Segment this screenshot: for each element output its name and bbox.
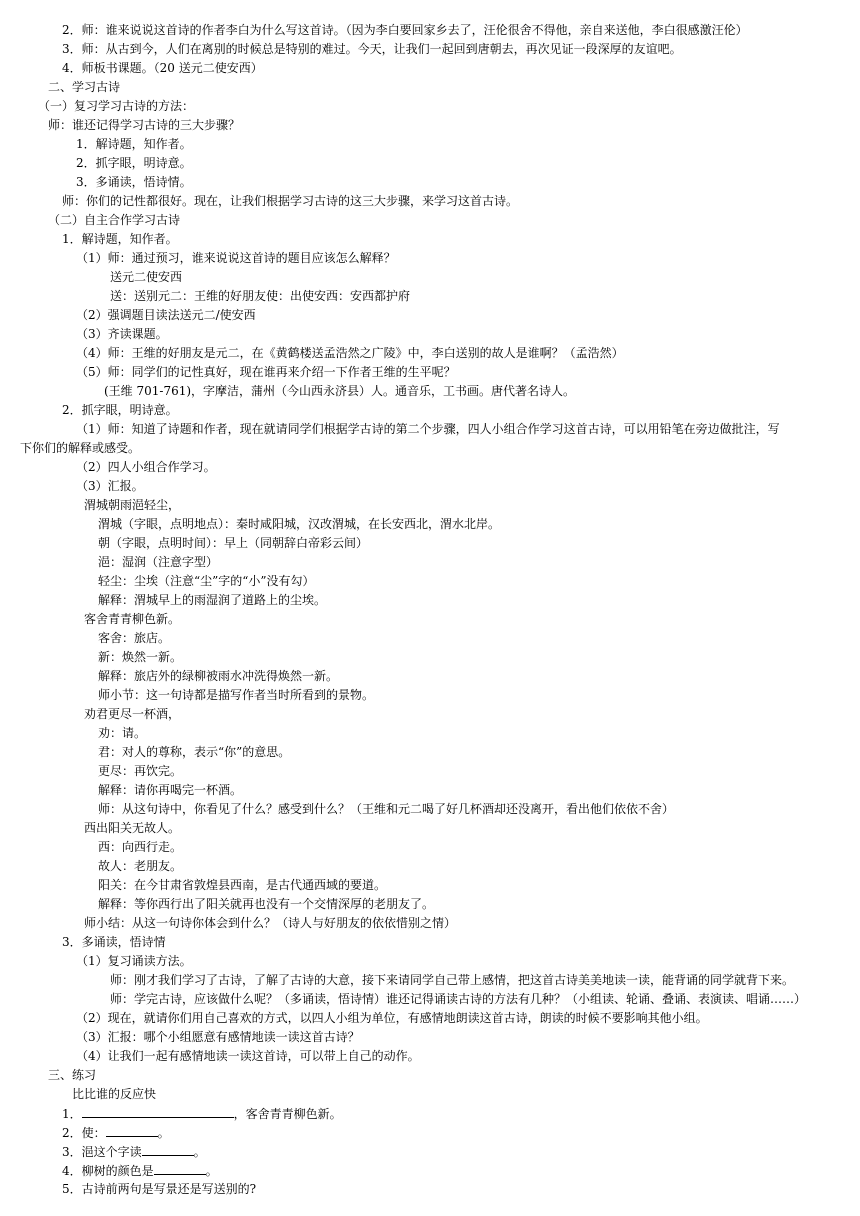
text-line: 客舍青青柳色新。 [84,612,181,626]
text-line: 师：学完古诗，应该做什么呢？（多诵读，悟诗情）谁还记得诵读古诗的方法有几种？（小组读、轮诵、叠诵、表演读、唱诵……） [110,992,807,1006]
text-line: 送：送别元二：王维的好朋友使：出使安西：安西都护府 [110,289,411,303]
text-line: 师：你们的记性都很好。现在，让我们根据学习古诗的这三大步骤，来学习这首古诗。 [62,194,519,208]
text-line: 2．抓字眼，明诗意。 [62,403,178,417]
text-line: 新：焕然一新。 [98,650,183,664]
text-line: （2）现在，就请你们用自己喜欢的方式，以四人小组为单位，有感情地朗读这首古诗，朗读的时候不要影响其他小组。 [76,1011,708,1025]
exercise-item [62,1163,218,1179]
text-line: 师：刚才我们学习了古诗，了解了古诗的大意，接下来请同学自己带上感情，把这首古诗美美地读一读，能背诵的同学就背下来。 [110,973,795,987]
text-line: （2）四人小组合作学习。 [76,460,216,474]
text-line: 浥：湿润（注意字型） [98,555,219,569]
text-line: 解释：渭城早上的雨湿润了道路上的尘埃。 [98,593,327,607]
fill-in-blank[interactable] [154,1163,206,1175]
exercise-item [62,1125,170,1141]
text-line: （一）复习学习古诗的方法： [38,99,195,113]
text-line: 君：对人的尊称，表示“你”的意思。 [98,745,291,759]
text-line: 故人：老朋友。 [98,859,183,873]
exercise-prefix: 2．使： [62,1126,106,1140]
text-line: 客舍：旅店。 [98,631,171,645]
exercise-suffix: 。 [157,1126,170,1140]
text-line: （3）齐读课题。 [76,327,168,341]
text-line: 师：谁还记得学习古诗的三大步骤？ [48,118,241,132]
text-line: 比比谁的反应快 [72,1087,157,1101]
text-line: 2．抓字眼，明诗意。 [76,156,192,170]
text-line: 送元二使安西 [110,270,183,284]
text-line: 西：向西行走。 [98,840,183,854]
exercise-prefix: 4．柳树的颜色是 [62,1164,154,1178]
exercise-suffix: ，客舍青青柳色新。 [233,1107,342,1121]
text-line: 朝（字眼，点明时间）：早上（同朝辞白帝彩云间） [98,536,369,550]
text-line: （3）汇报：哪个小组愿意有感情地读一读这首古诗？ [76,1030,360,1044]
exercise-item [62,1144,206,1160]
text-line: 师：从这句诗中，你看见了什么？感受到什么？（王维和元二喝了好几杯酒却还没离开，看出他们依依不舍） [98,802,675,816]
exercise-item [62,1182,256,1197]
text-line: 劝君更尽一杯酒， [84,707,181,721]
text-line: （二）自主合作学习古诗 [48,213,181,227]
text-line: 轻尘：尘埃（注意“尘”字的“小”没有勾） [98,574,315,588]
text-line: 更尽：再饮完。 [98,764,183,778]
text-line: 二、学习古诗 [48,80,121,94]
text-line: （5）师：同学们的记性真好，现在谁再来介绍一下作者王维的生平呢？ [76,365,456,379]
text-line: 师小结：从这一句诗你体会到什么？（诗人与好朋友的依依惜别之情） [84,916,457,930]
text-line: 师小节：这一句诗都是描写作者当时所看到的景物。 [98,688,375,702]
fill-in-blank[interactable] [82,1106,234,1118]
text-line: (王维 701-761)，字摩洁，蒲州（今山西永济县）人。通音乐，工书画。唐代著名诗人。 [104,384,576,398]
text-line: 渭城朝雨浥轻尘， [84,498,181,512]
text-line: （4）让我们一起有感情地读一读这首诗，可以带上自己的动作。 [76,1049,420,1063]
exercise-suffix: 。 [205,1164,218,1178]
text-line: （1）复习诵读方法。 [76,954,192,968]
text-line: 三、练习 [48,1068,97,1082]
exercise-text: 5．古诗前两句是写景还是写送别的? [62,1182,257,1196]
exercise-prefix: 3．浥这个字读 [62,1145,142,1159]
text-line: （1）师：通过预习，谁来说说这首诗的题目应该怎么解释？ [76,251,396,265]
exercise-prefix: 1． [62,1107,82,1121]
fill-in-blank[interactable] [142,1144,194,1156]
exercise-suffix: 。 [193,1145,206,1159]
text-line: 3．师：从古到今，人们在离别的时候总是特别的难过。今天，让我们一起回到唐朝去，再次见证一段深厚的友谊吧。 [62,42,682,56]
exercise-item [62,1106,342,1122]
text-line: 渭城（字眼，点明地点）：秦时咸阳城，汉改渭城，在长安西北，渭水北岸。 [98,517,501,531]
text-line: 3．多诵读，悟诗情 [62,935,166,949]
text-line: （3）汇报。 [76,479,144,493]
text-line: 下你们的解释或感受。 [20,441,141,455]
fill-in-blank[interactable] [106,1125,158,1137]
text-line: 4．师板书课题。（20 送元二使安西） [62,61,263,75]
text-line: （1）师：知道了诗题和作者，现在就请同学们根据学古诗的第二个步骤，四人小组合作学习这首古诗，可以用铅笔在旁边做批注，写 [76,422,780,436]
text-line: 解释：旅店外的绿柳被雨水冲洗得焕然一新。 [98,669,339,683]
text-line: 解释：请你再喝完一杯酒。 [98,783,243,797]
text-line: （4）师：王维的好朋友是元二，在《黄鹤楼送孟浩然之广陵》中，李白送别的故人是谁啊？（孟浩然） [76,346,624,360]
text-line: 2．师：谁来说说这首诗的作者李白为什么写这首诗。（因为李白要回家乡去了，汪伦很舍不得他，亲自来送他，李白很感激汪伦） [62,23,748,37]
text-line: 劝：请。 [98,726,147,740]
text-line: 西出阳关无故人。 [84,821,181,835]
text-line: （2）强调题目读法送元二/使安西 [76,308,256,322]
text-line: 解释：等你西行出了阳关就再也没有一个交情深厚的老朋友了。 [98,897,435,911]
text-line: 1．解诗题，知作者。 [62,232,178,246]
text-line: 1．解诗题，知作者。 [76,137,192,151]
text-line: 阳关：在今甘肃省敦煌县西南，是古代通西域的要道。 [98,878,387,892]
text-line: 3．多诵读，悟诗情。 [76,175,192,189]
